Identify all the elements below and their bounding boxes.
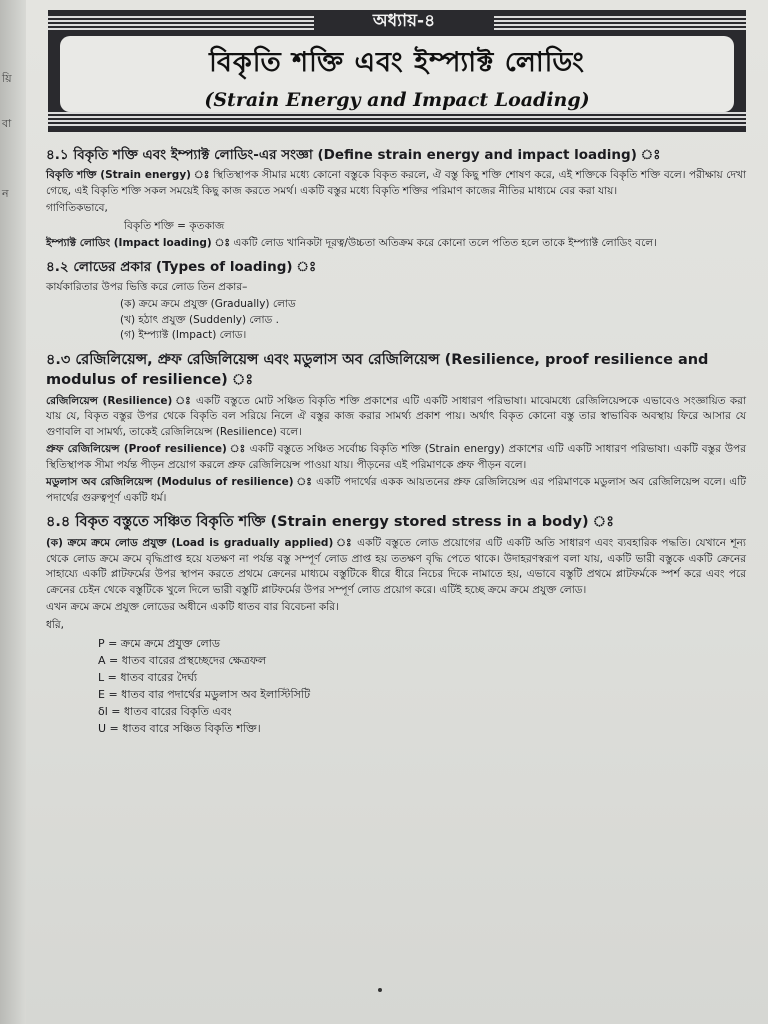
paragraph <box>46 536 746 598</box>
list-item: (গ) ইম্প্যাক্ট (Impact) লোড। <box>120 329 247 341</box>
chapter-title-bangla: বিকৃতি শক্তি এবং ইম্প্যাক্ট লোডিং <box>209 47 585 78</box>
variable-definition: L = ধাতব বারের দৈর্ঘ্য <box>98 671 198 684</box>
term: প্রুফ রেজিলিয়েন্স (Proof resilience) ঃ <box>46 443 246 455</box>
section-heading: ৪.৪ বিকৃত বস্তুতে সঞ্চিত বিকৃতি শক্তি (Strain energy stored stress in a body) ঃ <box>46 514 614 530</box>
loading-types-list <box>46 297 746 344</box>
chapter-title-english: (Strain Energy and Impact Loading) <box>204 89 590 111</box>
page-content <box>46 140 746 737</box>
paragraph: এখন ক্রমে ক্রমে প্রযুক্ত লোডের অধীনে একটি ধাতব বার বিবেচনা করি। <box>46 601 339 613</box>
facing-page-edge <box>0 0 26 1024</box>
variable-definition: E = ধাতব বার পদার্থের মডুলাস অব ইলাস্টিসিটি <box>98 688 311 701</box>
variable-definition: U = ধাতব বারে সঞ্চিত বিকৃতি শক্তি। <box>98 722 261 735</box>
book-page <box>26 0 768 1024</box>
chapter-number: অধ্যায়-৪ <box>314 10 494 32</box>
term: (ক) ক্রমে ক্রমে লোড প্রযুক্ত (Load is gradually applied) ঃ <box>46 537 353 549</box>
margin-glyph: য়ি <box>2 72 12 85</box>
definition-text: স্থিতিস্থাপক সীমার মধ্যে কোনো বস্তুকে বিকৃত করলে, ঐ বস্তু কিছু শক্তি শোষণ করে, এই শক্তিকে বিকৃতি শক্তি বলে। পরীক্ষায় দেখা গেছে, এই বিকৃতি শক্তি সকল সময়েই কিছু কাজ করতে সমর্থ। একটি বস্তুর মধ্যে বিকৃতি শক্তির পরিমাণ কাজের নীতির মাধ্যমে বের করা যায়। <box>46 169 746 197</box>
section-4-1 <box>46 146 746 252</box>
margin-glyph: বা <box>2 117 12 130</box>
variable-definition: P = ক্রমে ক্রমে প্রযুক্ত লোড <box>98 637 220 650</box>
definition-text: একটি বস্তুতে মোট সঞ্চিত বিকৃতি শক্তি প্রকাশের এটি একটি সাধারণ পরিভাষা। মাঝেমধ্যে রেজিলিয়েন্সকে এভাবেও সংজ্ঞায়িত করা যায় যে, বিকৃত বস্তুর উপর থেকে বিকৃতি বল সরিয়ে নিলে ঐ বস্তুর কাজ করার সামর্থ্য প্রকাশ পায়। অর্থাৎ বিকৃত কোনো বস্তু তার স্বাভাবিক অবস্থায় ফিরে আসার যে গুণাবলি বা সামর্থ্য, তাকেই রেজিলিয়েন্স (Resilience) বলে। <box>46 394 746 438</box>
term: রেজিলিয়েন্স (Resilience) ঃ <box>46 394 192 407</box>
title-box <box>60 36 734 112</box>
variable-definition: A = ধাতব বারের প্রস্থচ্ছেদের ক্ষেত্রফল <box>98 654 267 667</box>
term: বিকৃতি শক্তি (Strain energy) ঃ <box>46 169 210 181</box>
section-4-4 <box>46 512 746 737</box>
paragraph <box>46 475 746 506</box>
paragraph <box>46 168 746 199</box>
term: ইম্প্যাক্ট লোডিং (Impact loading) ঃ <box>46 237 231 249</box>
let-statement: ধরি, <box>46 618 65 631</box>
section-4-3 <box>46 350 746 507</box>
definition-text: একটি বস্তুতে লোড প্রয়োগের এটি একটি অতি সাধারণ এবং ব্যবহারিক পদ্ধতি। যেখানে শূন্য থেকে লোড ক্রমে ক্রমে বৃদ্ধিপ্রাপ্ত হয়ে যতক্ষণ না পর্যন্ত বস্তু সম্পূর্ণ লোড প্রাপ্ত হয় ততক্ষণ বৃদ্ধি পেতে থাকে। উদাহরণস্বরূপ বলা যায়, একটি ভারী বস্তুকে একটি ক্রেনের সাহায্যে একটি প্লাটফর্মের উপর স্থাপন করতে প্রথমে ক্রেনের মাধ্যমে বস্তুটিকে ধীরে ধীরে নিচের দিকে নামাতে হয়, এভাবে বস্তুটি প্রথমে প্লাটফর্মকে স্পর্শ করে এবং পরে ক্রেনের চেইন থেকে বস্তুটিকে খুলে দিলে ভারী বস্তুটি প্লাটফর্মের উপর সম্পূর্ণ লোড প্রয়োগ করে। এটিই হচ্ছে ক্রমে ক্রমে প্রযুক্ত লোড। <box>46 537 746 596</box>
chapter-banner <box>48 10 746 132</box>
margin-glyph: ন <box>2 187 9 200</box>
section-4-2 <box>46 258 746 344</box>
paragraph <box>46 442 746 473</box>
definition-text: একটি লোড খানিকটা দূরত্ব/উচ্চতা অতিক্রম করে কোনো তলে পতিত হলে তাকে ইম্প্যাক্ট লোডিং বলে। <box>233 237 657 249</box>
list-intro: কার্যকারিতার উপর ভিত্তি করে লোড তিন প্রকার– <box>46 280 248 293</box>
section-heading: ৪.২ লোডের প্রকার (Types of loading) ঃ <box>46 258 317 275</box>
section-heading: ৪.১ বিকৃতি শক্তি এবং ইম্প্যাক্ট লোডিং-এর সংজ্ঞা (Define strain energy and impact loading) ঃ <box>46 147 661 163</box>
paragraph <box>46 236 746 252</box>
print-dot <box>378 988 382 992</box>
section-heading: ৪.৩ রেজিলিয়েন্স, প্রুফ রেজিলিয়েন্স এবং মডুলাস অব রেজিলিয়েন্স (Resilience, proof resilience and modulus of resilience) ঃ <box>46 351 709 388</box>
paragraph <box>46 394 746 441</box>
list-item: (ক) ক্রমে ক্রমে প্রযুক্ত (Gradually) লোড <box>120 298 296 310</box>
variable-list <box>46 635 746 737</box>
list-item: (খ) হঠাৎ প্রযুক্ত (Suddenly) লোড . <box>120 313 279 326</box>
term: মডুলাস অব রেজিলিয়েন্স (Modulus of resilience) ঃ <box>46 476 313 488</box>
math-intro: গাণিতিকভাবে, <box>46 202 108 214</box>
definition-text: একটি পদার্থের একক আয়তনের প্রুফ রেজিলিয়েন্স এর পরিমাণকে মডুলাস অব রেজিলিয়েন্স বলে। এটি পদার্থের গুরুত্বপূর্ণ একটি ধর্ম। <box>46 476 746 504</box>
banner-stripes <box>48 112 746 126</box>
definition-text: একটি বস্তুতে সঞ্চিত সর্বোচ্চ বিকৃতি শক্তি (Strain energy) প্রকাশের এটি একটি সাধারণ পরিভাষা। একটি বস্তুর উপর স্থিতিস্থাপক সীমা পর্যন্ত পীড়ন প্রয়োগ করলে প্রুফ রেজিলিয়েন্স পাওয়া যায়। পীড়নের এই পরিমাণকে প্রুফ পীড়ন বলে। <box>46 443 746 471</box>
variable-definition: δl = ধাতব বারের বিকৃতি এবং <box>98 705 232 718</box>
formula: বিকৃতি শক্তি = কৃতকাজ <box>124 219 225 232</box>
